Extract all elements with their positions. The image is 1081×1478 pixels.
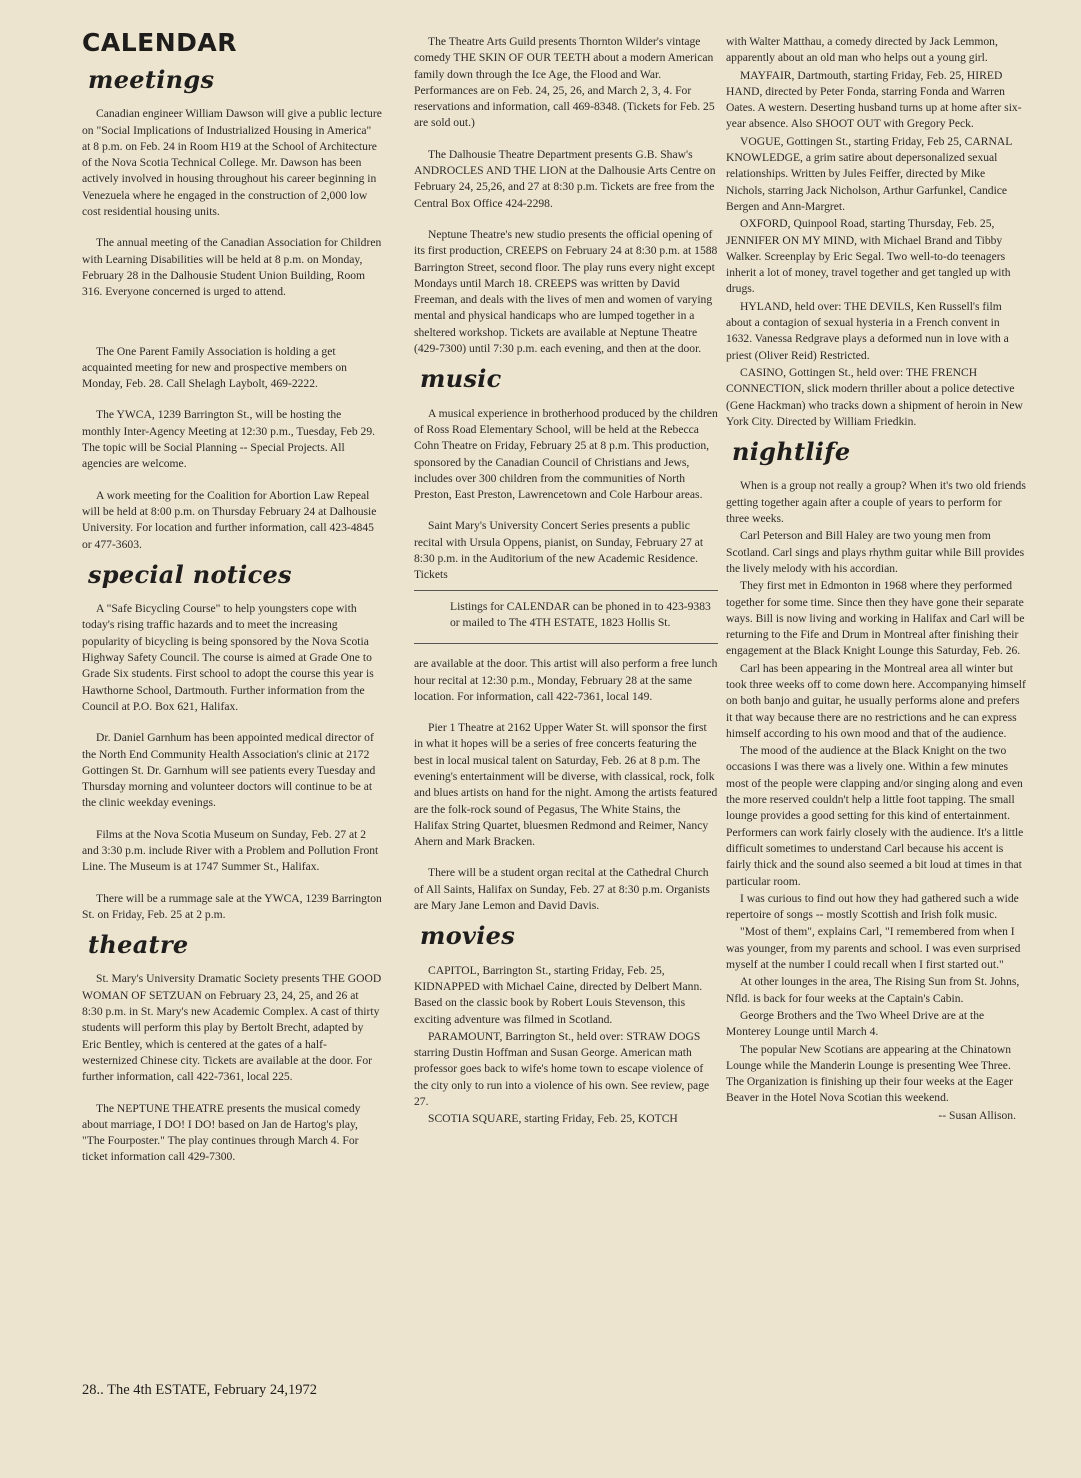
list-item: The Theatre Arts Guild presents Thornton Wilder's vintage comedy THE SKIN OF OUR TEETH about a modern American family down through the Ice Age, the Flood and War. Performances are on Feb. 24, 25, 26, and March 2, 3, 4. For reservations and information, call 469-8348. (Tickets for Feb. 25 are sold out.) [414,35,715,130]
list-item: CASINO, Gottingen St., held over: THE FRENCH CONNECTION, slick modern thriller about a police detective (Gene Hackman) who tracks down a shipment of heroin in New York City. Directed by William Friedkin. [726,365,1023,428]
list-item: The Dalhousie Theatre Department presents G.B. Shaw's ANDROCLES AND THE LION at the Dalhousie Arts Centre on February 24, 25,26, and 27 at 8:30 p.m. Tickets are free from the Central Box Office 424-2298. [414,147,716,210]
list-item: There will be a rummage sale at the YWCA, 1239 Barrington St. on Friday, Feb. 25 at 2 p.m. [82,891,382,921]
page-title: CALENDAR [82,28,237,57]
list-item: Films at the Nova Scotia Museum on Sunday, Feb. 27 at 2 and 3:30 p.m. include River with a Problem and Pollution Front Line. The Museum is at 1747 Summer St., Halifax. [82,827,379,874]
list-item: When is a group not really a group? When it's two old friends getting together again after a couple of years to perform for three weeks. [726,479,1026,526]
list-item: VOGUE, Gottingen St., starting Friday, Feb 25, CARNAL KNOWLEDGE, a grim satire about depersonalized sexual relationships. Written by Jules Feiffer, directed by Mike Nichols, starring Jack Nicholson, Arthur Garfunkel, Candice Bergen and Ann-Margret. [726,134,1012,213]
list-item: The One Parent Family Association is holding a get acquainted meeting for new and prospective members on Monday, Feb. 28. Call Shelagh Laybolt, 469-2222. [82,344,347,391]
list-item: with Walter Matthau, a comedy directed by Jack Lemmon, apparently about an old man who helps out a young girl. [726,35,998,65]
list-item: I was curious to find out how they had gathered such a wide repertoire of songs -- mostly Scottish and Irish folk music. [726,891,1019,922]
list-item: A musical experience in brotherhood produced by the children of Ross Road Elementary School, will be held at the Rebecca Cohn Theatre on Friday, February 25 at 8 p.m. This production, sponsored by the Canadian Council of Christians and Jews, includes over 300 children from the communities of North Preston, East Preston, Lawrencetown and Cole Harbour areas. [414,406,718,502]
list-item: They first met in Edmonton in 1968 where they performed together for some time. Since then they have gone their separate ways. Bill is now living and working in Halifax and Carl will be returning to the Fife and Drum in Montreal after finishing their engagement at the Black Knight Lounge this Saturday, Feb. 26. [726,579,1025,658]
calendar-submission-box [414,590,718,645]
list-item: Pier 1 Theatre at 2162 Upper Water St. will sponsor the first in what it hopes will be a series of free concerts featuring the best in local musical talent on Saturday, Feb. 26 at 8 p.m. The evening's entertainment will be diverse, with classical, rock, folk and blues artists on hand for the night. Among the artists featured are the folk-rock sound of Pegasus, The White Stains, the Halifax String Quartet, bluesmen Redmond and Reimer, Nancy Ahern and Mark Bracken. [414,721,718,849]
list-item: Canadian engineer William Dawson will give a public lecture on "Social Implications of Industrialized Housing in America" at 8 p.m. on Feb. 24 in Room H19 at the School of Architecture of the Nova Scotia Technical College. Mr. Dawson has been actively involved in housing throughout his career beginning in Venezuela where he engaged in the construction of 2,000 low cost residential housing units. [82,107,382,219]
list-item: A "Safe Bicycling Course" to help youngsters cope with today's rising traffic hazards and to meet the increasing popularity of bicycling is being sponsored by the Nova Scotia Highway Safety Council. The course is aimed at Grade One to Grade Six students. First school to adopt the course this year is Hawthorne School, Dartmouth. Further information from the Council at P.O. Box 621, Halifax. [82,602,374,713]
list-item: CAPITOL, Barrington St., starting Friday, Feb. 25, KIDNAPPED with Michael Caine, directed by Delbert Mann. Based on the classic book by Robert Louis Stevenson, this exciting adventure was filmed in Scotland. [414,963,703,1026]
list-item: There will be a student organ recital at the Cathedral Church of All Saints, Halifax on Sunday, Feb. 27 at 8:30 p.m. Organists are Mary Jane Lemon and David Davis. [414,866,710,913]
list-item: The YWCA, 1239 Barrington St., will be hosting the monthly Inter-Agency Meeting at 12:30 p.m., Tuesday, Feb 29. The topic will be Social Planning -- Special Projects. All agencies are welcome. [82,408,376,471]
list-item: At other lounges in the area, The Rising Sun from St. Johns, Nfld. is back for four weeks at the Captain's Cabin. [726,975,1020,1005]
list-item: The annual meeting of the Canadian Association for Children with Learning Disabilities will be held at 8 p.m. on Monday, February 28 in the Dalhousie Student Union Building, Room 316. Everyone concerned is urged to attend. [82,236,382,299]
list-item: Neptune Theatre's new studio presents the official opening of its first production, CREEPS on February 24 at 8:30 p.m. at 1588 Barrington Street, second floor. The play runs every night except Mondays until March 18. CREEPS was written by David Freeman, and deals with the lives of men and women of varying mental and physical handicaps who are lumped together in a sheltered workshop. Tickets are available at Neptune Theatre (429-7300) until 7:30 p.m. each evening, and then at the door. [414,227,718,356]
list-item: "Most of them", explains Carl, "I remembered from when I was younger, from my parents and school. I was even surprised myself at the number I could recall when I first started out." [726,925,1021,972]
list-item: A work meeting for the Coalition for Abortion Law Repeal will be held at 8:00 p.m. on Thursday February 24 at Dalhousie University. For location and further information, call 423-4845 or 477-3603. [82,488,377,551]
section-heading-nightlife: nightlife [732,437,851,467]
section-heading-special-notices: special notices [88,559,292,589]
section-heading-meetings: meetings [88,65,215,94]
list-item: Carl Peterson and Bill Haley are two young men from Scotland. Carl sings and plays rhythm guitar while Bill provides the lively melody with his accordian. [726,529,1025,575]
column-2 [414,34,718,1129]
column-3 [726,34,1026,1139]
byline: -- Susan Allison. [938,1108,1016,1122]
list-item: St. Mary's University Dramatic Society presents THE GOOD WOMAN OF SETZUAN on February 23, 24, 25, and 26 at 8:30 p.m. in St. Mary's new Academic Complex. A cast of thirty students will perform this play by Bertolt Brecht, adapted by Eric Bentley, which is centered at the gates of a half-westernized Chinese city. Tickets are available at the door. For further information, call 422-7361, local 225. [82,972,382,1084]
list-item: PARAMOUNT, Barrington St., held over: STRAW DOGS starring Dustin Hoffman and Susan George. American math professor goes back to wife's home town to escape violence of the city only to run into a violence of his own. See review, page 27. [414,1029,710,1109]
column-1 [82,65,382,1181]
list-item: The NEPTUNE THEATRE presents the musical comedy about marriage, I DO! I DO! based on Jan de Hartog's play, "The Fourposter." The play continues through March 4. For ticket information call 429-7300. [82,1101,361,1164]
section-heading-movies: movies [420,921,516,951]
calendar-submission-note: Listings for CALENDAR can be phoned in to 423-9383 or mailed to The 4TH ESTATE, 1823 Hollis St. [450,599,711,629]
list-item: The popular New Scotians are appearing at the Chinatown Lounge while the Manderin Lounge is presenting Wee Three. The Organization is finishing up their four weeks at the Eager Beaver in the Hotel Nova Scotian this weekend. [726,1042,1013,1105]
list-item: are available at the door. This artist will also perform a free lunch hour recital at 12:30 p.m., Monday, February 28 at the same location. For information, call 422-7361, local 149. [414,657,718,703]
list-item: Saint Mary's University Concert Series presents a public recital with Ursula Oppens, pianist, on Sunday, February 27 at 8:30 p.m. in the Auditorium of the new Academic Residence. Tickets [414,519,704,582]
list-item: OXFORD, Quinpool Road, starting Thursday, Feb. 25, JENNIFER ON MY MIND, with Michael Brand and Tibby Walker. Screenplay by Eric Segal. Two well-to-do teenagers inherit a lot of money, travel together and get tangled up with drugs. [726,217,1011,296]
list-item: HYLAND, held over: THE DEVILS, Ken Russell's film about a contagion of sexual hysteria in a French convent in 1632. Vanessa Redgrave plays a deformed nun in love with a priest (Oliver Reid) Restricted. [726,299,1009,362]
list-item: Carl has been appearing in the Montreal area all winter but took three weeks off to come down here. Accompanying himself on both banjo and guitar, he usually performs alone and prefers it that way because there are no restrictions and he can express himself according to his own mood and that of the audience. [726,661,1026,740]
section-heading-music: music [420,364,502,394]
list-item: Dr. Daniel Garnhum has been appointed medical director of the North End Community Health Association's clinic at 2172 Gottingen St. Dr. Garnhum will see patients every Tuesday and Thursday morning and volunteer doctors will continue to be at the clinic weekday evenings. [82,731,376,810]
list-item: SCOTIA SQUARE, starting Friday, Feb. 25, KOTCH [428,1112,678,1126]
page-footer: 28.. The 4th ESTATE, February 24,1972 [82,1382,317,1398]
list-item: MAYFAIR, Dartmouth, starting Friday, Feb. 25, HIRED HAND, directed by Peter Fonda, starring Fonda and Warren Oates. A western. Deserting husband turns up at home after six-year absence. Also SHOOT OUT with Gregory Peck. [726,68,1022,131]
list-item: George Brothers and the Two Wheel Drive are at the Monterey Lounge until March 4. [726,1008,985,1039]
list-item: The mood of the audience at the Black Knight on the two occasions I was there was a lively one. Within a few minutes most of the people were clapping and/or singing along and even the more reserved couldn't help a little foot tapping. The small lounge provides a good setting for this kind of entertainment. Performers can work fairly closely with the audience. It's a little difficult sometimes to understand Carl because his accent is fairly thick and the sound also seemed a bit loud at times in that particular room. [726,744,1024,888]
section-heading-theatre: theatre [88,930,189,960]
